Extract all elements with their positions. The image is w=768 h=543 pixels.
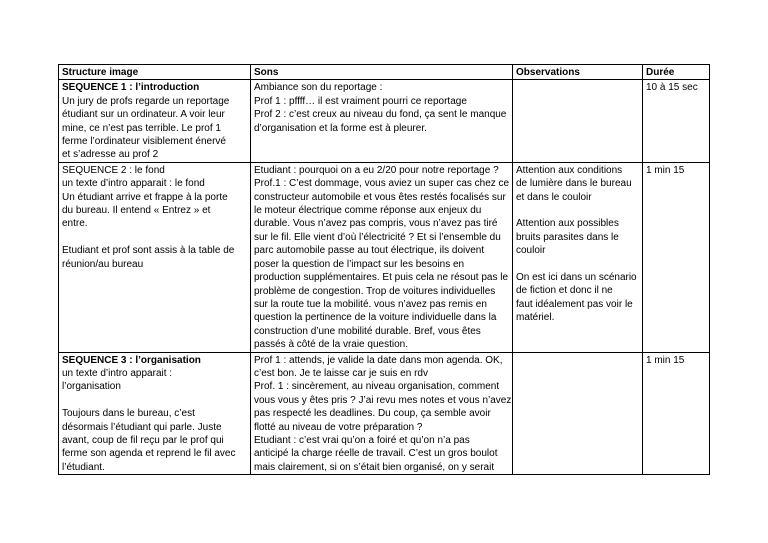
- cell-text-line: anticipé la charge réelle de travail. C’est un gros boulot: [254, 448, 498, 460]
- cell-text-line: entre.: [62, 218, 88, 230]
- cell-text-line: SEQUENCE 2 : le fond: [62, 164, 165, 176]
- cell-text-line: parc automobile passe au tout électrique, ils doivent: [254, 245, 485, 257]
- table-row: [59, 352, 710, 475]
- cell-text-line: constructeur automobile et vous êtes restés focalisés sur: [254, 191, 506, 203]
- cell-text-line: un texte d’intro apparait : le fond: [62, 178, 205, 190]
- cell-text-line: d’organisation et la forme est à pleurer.: [254, 122, 427, 134]
- cell-text-line: problème de congestion. Trop de voitures individuelles: [254, 285, 496, 297]
- cell-duree: [643, 352, 710, 475]
- cell-text-line: Attention aux possibles: [516, 218, 619, 230]
- header-observations: Observations: [513, 65, 643, 80]
- cell-text-line: le moteur électrique comme réponse aux enjeux du: [254, 205, 482, 217]
- blank-line: [62, 394, 247, 407]
- cell-text-line: production supplémentaires. Et puis cela ne résout pas le: [254, 272, 509, 284]
- cell-text-line: et dans le couloir: [516, 191, 592, 203]
- cell-text-line: Prof 1 : pffff… il est vraiment pourri ce reportage: [254, 95, 467, 107]
- cell-text-line: réunion/au bureau: [62, 258, 144, 270]
- cell-text-line: pas respecté les deadlines. Du coup, ça semble avoir: [254, 408, 491, 420]
- cell-sons: [251, 352, 513, 475]
- cell-text-line: SEQUENCE 1 : l’introduction: [62, 82, 200, 94]
- cell-text-line: c’est bon. Je te laisse car je suis en rdv: [254, 367, 428, 379]
- cell-text-line: avant, coup de fil reçu par le prof qui: [62, 434, 224, 446]
- cell-text-line: sur le fil. Elle vient d’où l’électricité ? Et si l’ensemble du: [254, 231, 501, 243]
- cell-text-line: l’organisation: [62, 381, 121, 393]
- cell-observations: [513, 80, 643, 162]
- cell-text-line: mine, ce n’est pas terrible. Le prof 1: [62, 122, 221, 134]
- cell-text-line: question la pertinence de la voiture individuelle dans la: [254, 312, 497, 324]
- table-row: [59, 80, 710, 162]
- cell-text-line: Un étudiant arrive et frappe à la porte: [62, 191, 228, 203]
- blank-line: [62, 231, 247, 244]
- cell-text-line: 1 min 15: [646, 354, 685, 366]
- cell-structure: [59, 80, 251, 162]
- header-row: [59, 65, 710, 80]
- cell-text-line: bruits parasites dans le: [516, 231, 619, 243]
- cell-text-line: couloir: [516, 245, 546, 257]
- cell-duree: [643, 80, 710, 162]
- cell-observations: [513, 162, 643, 352]
- cell-text-line: de fiction et donc il ne: [516, 285, 613, 297]
- blank-line: [516, 258, 639, 271]
- header-sons: Sons: [251, 65, 513, 80]
- cell-text-line: étudiant sur un ordinateur. A voir leur: [62, 109, 225, 121]
- header-duree: Durée: [643, 65, 710, 80]
- cell-structure: [59, 352, 251, 475]
- cell-text-line: Etudiant : c’est vrai qu’on a foiré et qu’on n’a pas: [254, 434, 470, 446]
- cell-text-line: On est ici dans un scénario: [516, 272, 637, 284]
- cell-text-line: Prof.1 : C’est dommage, vous aviez un super cas chez ce: [254, 178, 510, 190]
- cell-text-line: ferme l’ordinateur visiblement énervé: [62, 136, 226, 148]
- cell-text-line: mais clairement, si on s’était bien organisé, on y serait: [254, 461, 495, 473]
- cell-observations: [513, 352, 643, 475]
- cell-text-line: Attention aux conditions: [516, 164, 623, 176]
- cell-text-line: 10 à 15 sec: [646, 82, 698, 94]
- cell-text-line: l’étudiant.: [62, 461, 105, 473]
- cell-text-line: poser la question de l’impact sur les besoins en: [254, 258, 465, 270]
- cell-text-line: 1 min 15: [646, 164, 685, 176]
- cell-text-line: durable. Vous n’avez pas compris, vous n’avez pas tiré: [254, 218, 498, 230]
- cell-text-line: de lumière dans le bureau: [516, 178, 632, 190]
- blank-line: [516, 204, 639, 217]
- cell-text-line: Prof 1 : attends, je valide la date dans mon agenda. OK,: [254, 354, 503, 366]
- cell-text-line: flotté au niveau de votre préparation ?: [254, 421, 423, 433]
- cell-text-line: Toujours dans le bureau, c’est: [62, 408, 195, 420]
- script-table: [58, 64, 710, 475]
- cell-text-line: sur la route tue la mobilité. vous n’avez pas remis en: [254, 298, 487, 310]
- cell-text-line: construction d’une mobilité durable. Bref, vous êtes: [254, 325, 481, 337]
- cell-text-line: Etudiant : pourquoi on a eu 2/20 pour notre reportage ?: [254, 164, 499, 176]
- cell-text-line: Un jury de profs regarde un reportage: [62, 95, 230, 107]
- cell-text-line: Prof. 1 : sincèrement, au niveau organisation, comment: [254, 381, 500, 393]
- cell-text-line: SEQUENCE 3 : l’organisation: [62, 354, 201, 366]
- cell-sons: [251, 80, 513, 162]
- cell-text-line: passés à côté de la vraie question.: [254, 339, 408, 351]
- cell-text-line: faut idéalement pas voir le: [516, 298, 633, 310]
- cell-text-line: un texte d’intro apparait :: [62, 367, 173, 379]
- cell-text-line: matériel.: [516, 312, 555, 324]
- cell-text-line: ferme son agenda et reprend le fil avec: [62, 448, 236, 460]
- cell-text-line: vous vous y êtes pris ? J’ai revu mes notes et vous n’avez: [254, 394, 512, 406]
- header-structure-image: Structure image: [59, 65, 251, 80]
- cell-text-line: désormais l’étudiant qui parle. Juste: [62, 421, 222, 433]
- cell-structure: [59, 162, 251, 352]
- table-row: [59, 162, 710, 352]
- cell-duree: [643, 162, 710, 352]
- cell-sons: [251, 162, 513, 352]
- cell-text-line: Prof 2 : c’est creux au niveau du fond, ça sent le manque: [254, 109, 507, 121]
- cell-text-line: du bureau. Il entend « Entrez » et: [62, 205, 211, 217]
- cell-text-line: Etudiant et prof sont assis à la table de: [62, 245, 235, 257]
- cell-text-line: et s’adresse au prof 2: [62, 149, 159, 161]
- cell-text-line: Ambiance son du reportage :: [254, 82, 383, 94]
